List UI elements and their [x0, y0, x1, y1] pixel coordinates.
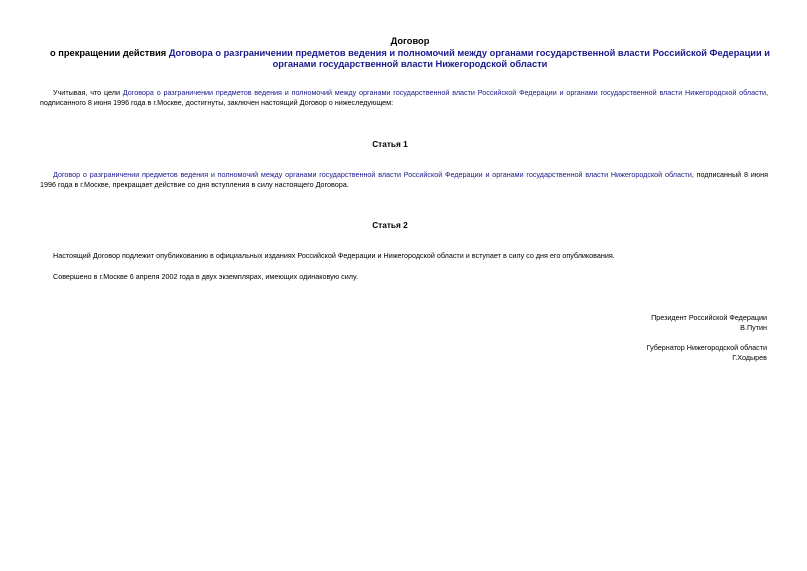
signature-governor: [507, 343, 767, 363]
preamble-paragraph: [40, 88, 768, 108]
article-2-paragraph: Настоящий Договор подлежит опубликованию в официальных изданиях Российской Федерации и Нижегородской области и вступает в силу со дня его опубликования.: [53, 251, 615, 260]
article-2-heading: Статья 2: [372, 220, 408, 230]
preamble-suffix: , подписанного 8 июня 1996 года в г.Москве, достигнуты, заключен настоящий Договор о нижеследующем:: [40, 88, 769, 107]
signature-name: Г.Ходырев: [732, 353, 767, 362]
preamble-treaty-link[interactable]: Договора о разграничении предметов ведения и полномочий между органами государственной власти Российской Федерации и органами государственной власти Нижегородской области: [122, 88, 767, 97]
title-line-2: [40, 48, 780, 71]
title-prefix: о прекращении действия: [49, 47, 167, 58]
closing-paragraph: Совершено в г.Москве 6 апреля 2002 года в двух экземплярах, имеющих одинаковую силу.: [53, 272, 358, 281]
signature-name: В.Путин: [740, 323, 767, 332]
signature-position: Губернатор Нижегородской области: [646, 343, 767, 352]
signature-president: [507, 313, 767, 333]
article-1-heading: Статья 1: [372, 139, 408, 149]
signature-position: Президент Российской Федерации: [651, 313, 767, 322]
article-1-paragraph: [40, 170, 768, 190]
article-1-treaty-link[interactable]: Договор о разграничении предметов ведения и полномочий между органами государственной власти Российской Федерации и органами государственной власти Нижегородской области: [53, 170, 692, 179]
title-line-1: Договор: [390, 36, 430, 46]
title-treaty-link[interactable]: Договора о разграничении предметов ведения и полномочий между органами государственной власти Российской Федерации и органами государственной власти Нижегородской области: [168, 47, 771, 69]
article-1-suffix: , подписанный 8 июня 1996 года в г.Москве, прекращает действие со дня вступления в силу настоящего Договора.: [40, 170, 768, 189]
preamble-prefix: Учитывая, что цели: [53, 88, 120, 97]
document-title: [40, 36, 780, 71]
